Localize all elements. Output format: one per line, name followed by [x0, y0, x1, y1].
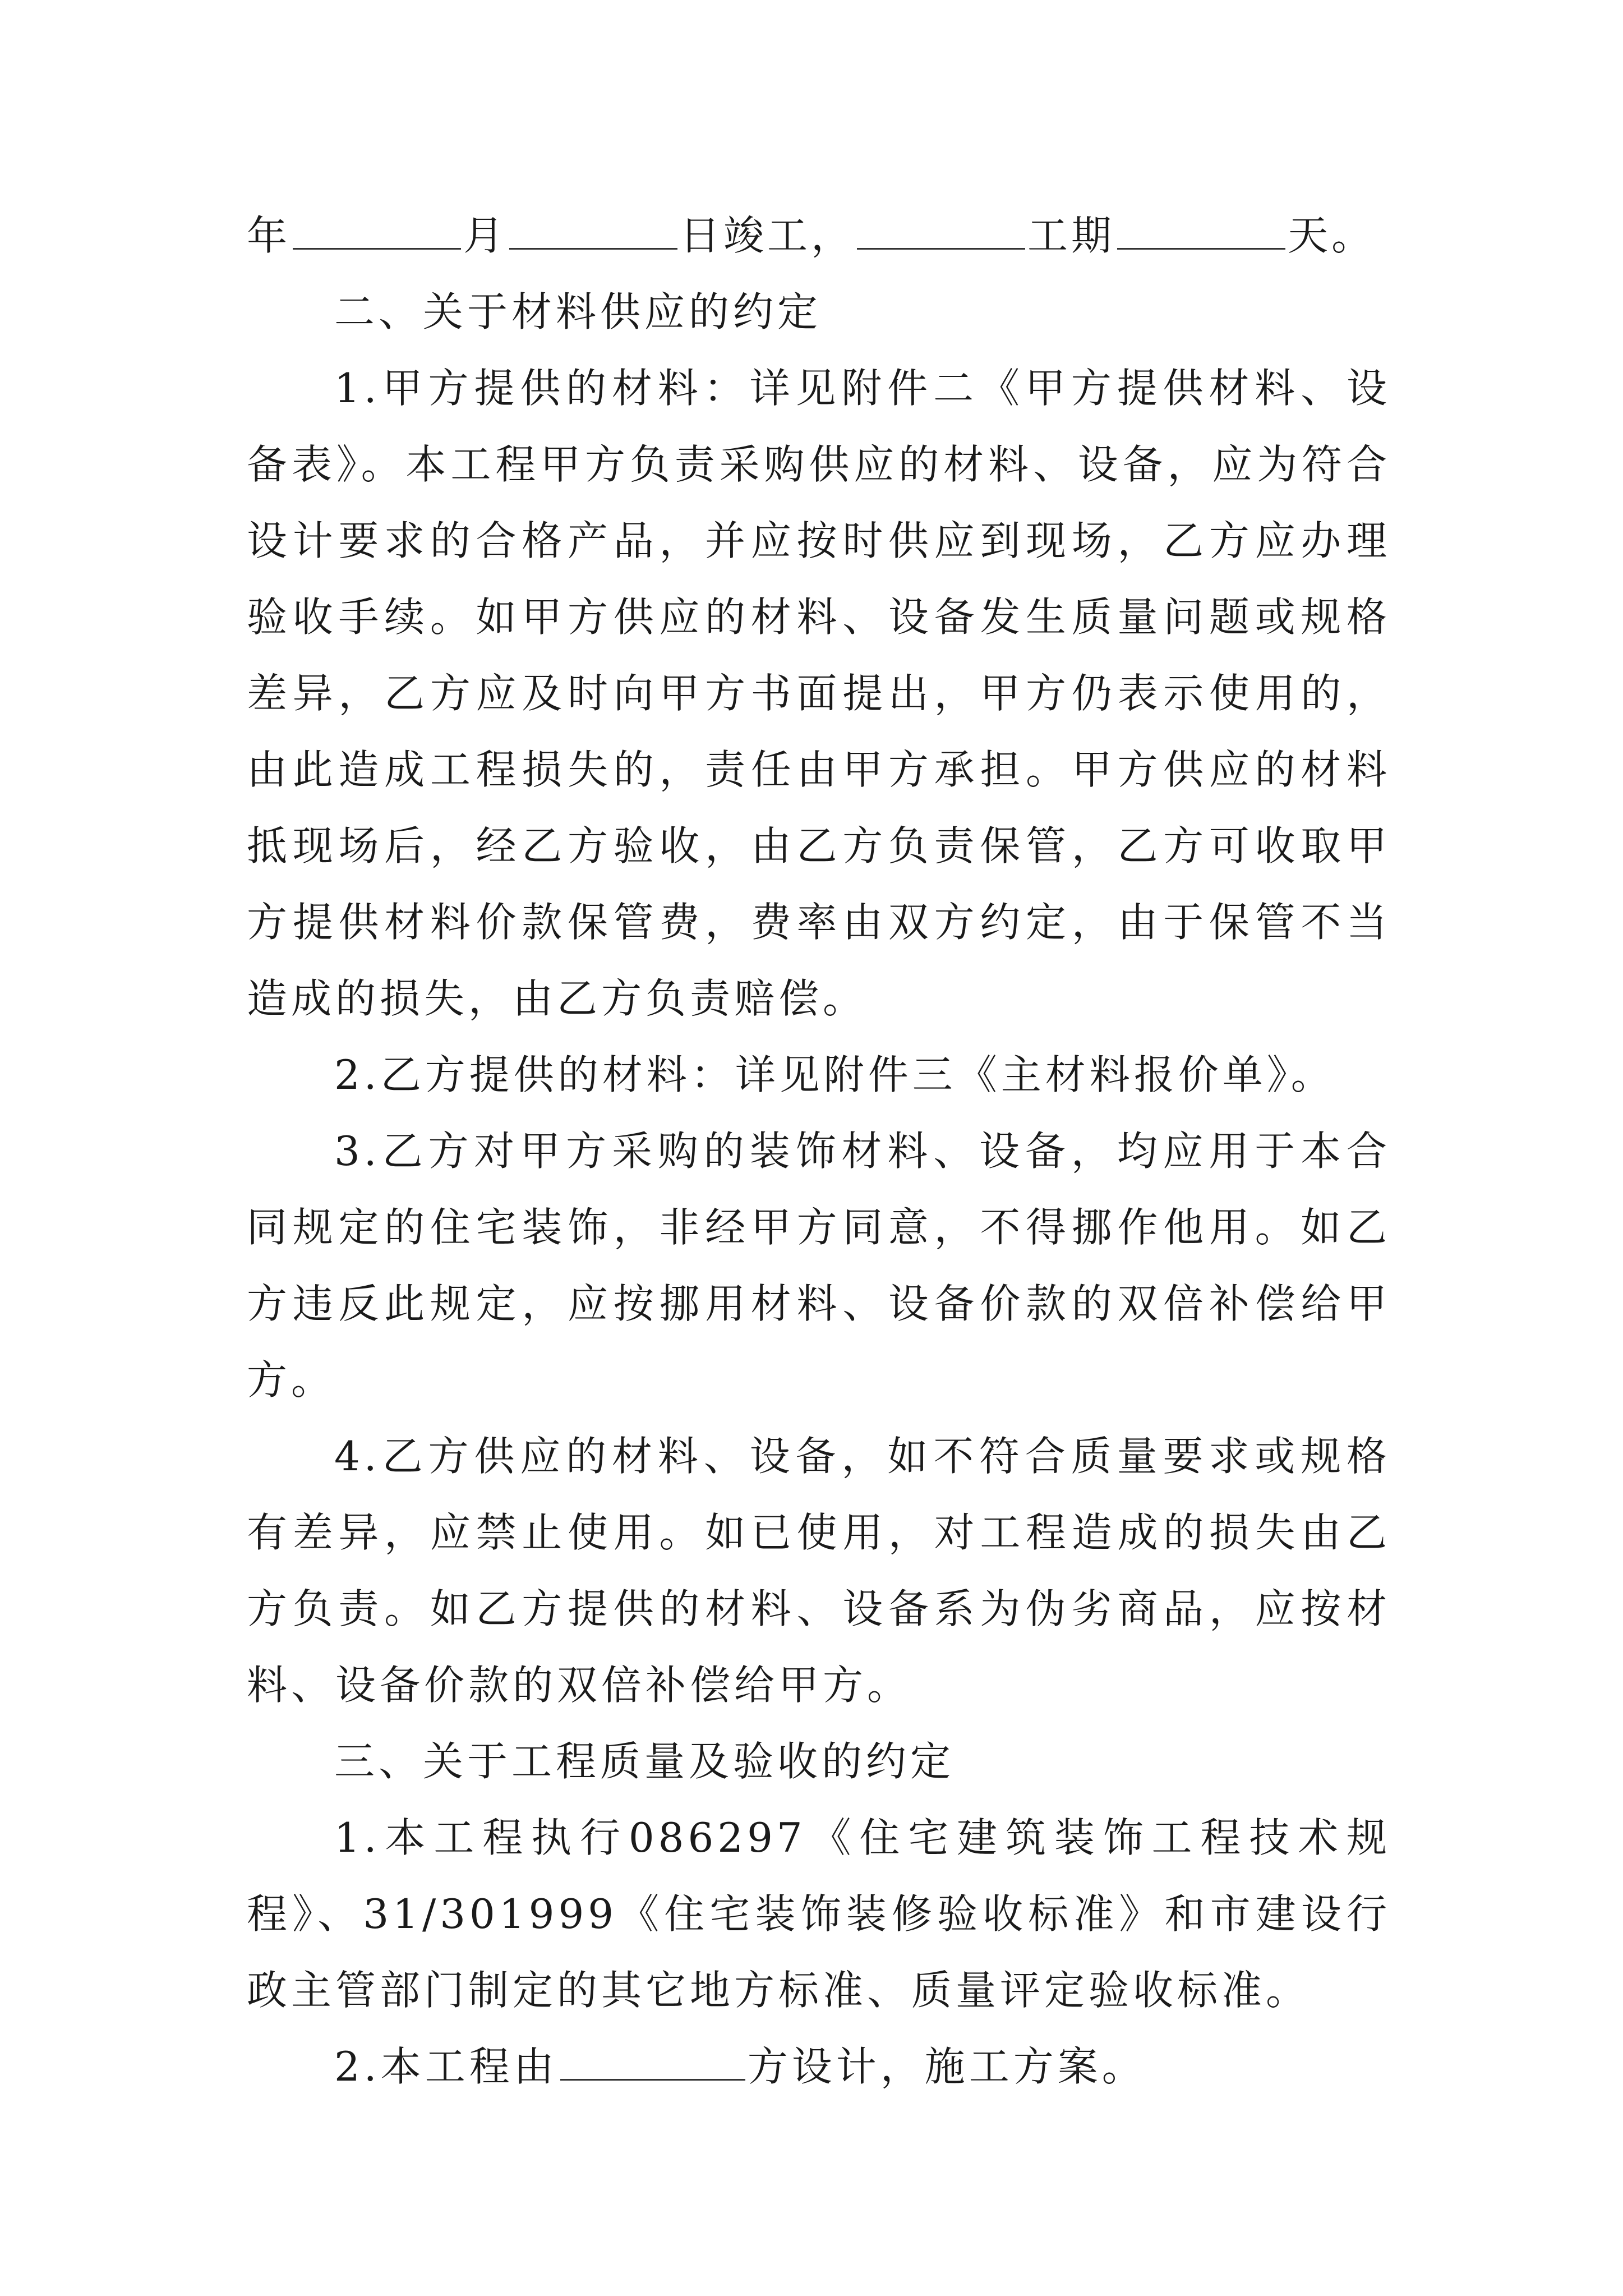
- section-heading-quality: 三、关于工程质量及验收的约定: [334, 1738, 955, 1785]
- month-label: 月: [463, 212, 508, 259]
- quality-item-2-prefix: 2.本工程由: [334, 2043, 558, 2090]
- materials-item-4: 4.乙方供应的材料、设备，如不符合质量要求或规格有差异，应禁止使用。如已使用，对工程造成的损失由乙方负责。如乙方提供的材料、设备系为伪劣商品，应按材料、设备价款的双倍补偿给甲方。: [247, 1433, 1391, 1709]
- designer-blank: [560, 2034, 745, 2081]
- materials-item-2: 2.乙方提供的材料：详见附件三《主材料报价单》。: [334, 1051, 1335, 1098]
- days-blank: [1117, 203, 1285, 250]
- materials-item-3: 3.乙方对甲方采购的装饰材料、设备，均应用于本合同规定的住宅装饰，非经甲方同意，不得挪作他用。如乙方违反此规定，应按挪用材料、设备价款的双倍补偿给甲方。: [247, 1128, 1391, 1404]
- duration-blank-1: [857, 203, 1025, 250]
- quality-item-2: [247, 2028, 1391, 2105]
- duration-label: 工期: [1027, 212, 1115, 259]
- document-body: [247, 197, 1391, 2105]
- section-heading-materials: 二、关于材料供应的约定: [334, 288, 822, 335]
- day-blank: [509, 203, 677, 250]
- materials-item-1: 1.甲方提供的材料：详见附件二《甲方提供材料、设备表》。本工程甲方负责采购供应的材料、设备，应为符合设计要求的合格产品，并应按时供应到现场，乙方应办理验收手续。如甲方供应的材料、设备发生质量问题或规格差异，乙方应及时向甲方书面提出，甲方仍表示使用的，由此造成工程损失的，责任由甲方承担。甲方供应的材料抵现场后，经乙方验收，由乙方负责保管，乙方可收取甲方提供材料价款保管费，费率由双方约定，由于保管不当造成的损失，由乙方负责赔偿。: [247, 365, 1391, 1022]
- completion-label: 日竣工，: [680, 212, 855, 259]
- quality-item-2-suffix: 方设计，施工方案。: [747, 2043, 1146, 2090]
- days-label: 天。: [1288, 212, 1376, 259]
- month-blank: [293, 203, 461, 250]
- completion-date-line: [247, 197, 1391, 274]
- year-label: 年: [247, 212, 291, 259]
- quality-item-1: 1.本工程执行086297《住宅建筑装饰工程技术规程》、31/301999《住宅装饰装修验收标准》和市建设行政主管部门制定的其它地方标准、质量评定验收标准。: [247, 1814, 1391, 2014]
